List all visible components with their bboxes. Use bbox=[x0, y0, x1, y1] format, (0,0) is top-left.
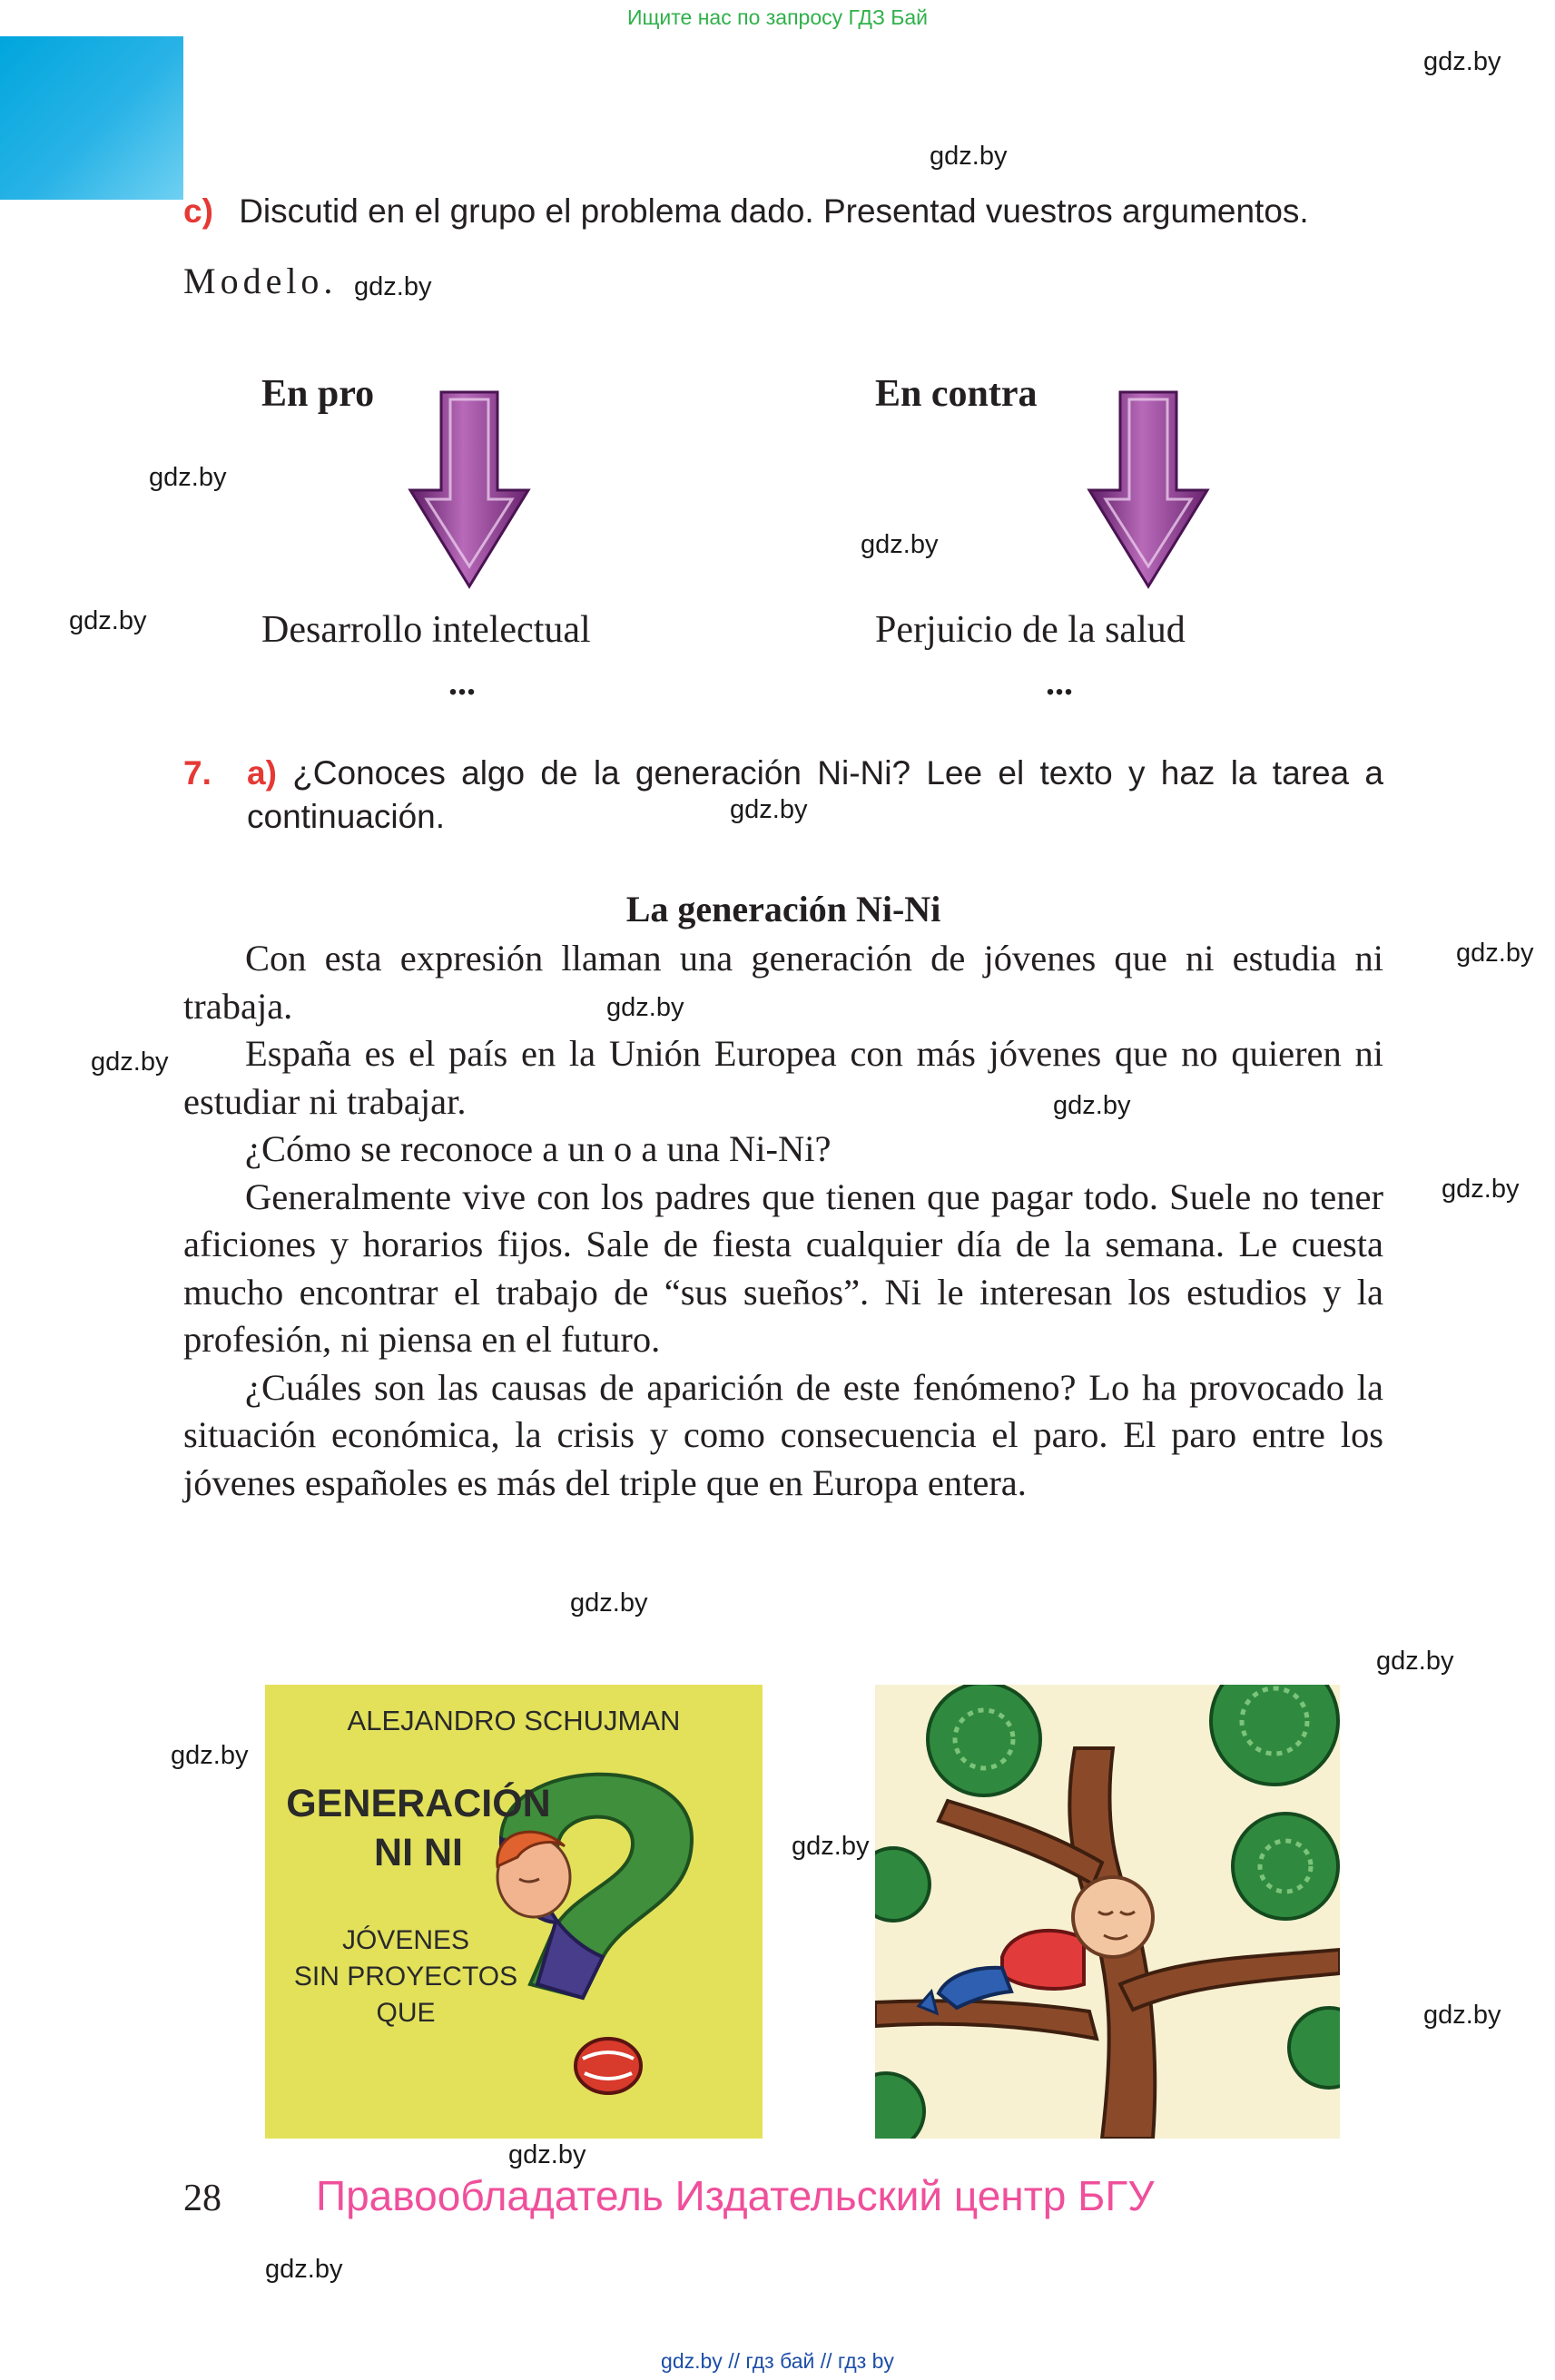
reading-paragraph: ¿Cuáles son las causas de aparición de este fenómeno? Lo ha provocado la situación económica, la crisis y como consecuencia el paro. El paro entre los jóvenes españoles es más del triple que en Europa entera. bbox=[183, 1366, 1383, 1503]
task-c bbox=[183, 192, 1382, 231]
watermark: gdz.by bbox=[730, 795, 808, 824]
watermark: gdz.by bbox=[1423, 47, 1501, 76]
task-c-letter: c) bbox=[183, 192, 213, 230]
contra-item: Perjuicio de la salud bbox=[875, 609, 1186, 651]
reading-paragraph: Con esta expresión llaman una generación de jóvenes que ni estudia ni trabaja. bbox=[183, 938, 1383, 1027]
watermark: gdz.by bbox=[508, 2140, 586, 2169]
reading-paragraph: ¿Cómo se reconoce a un o a una Ni-Ni? bbox=[245, 1128, 832, 1169]
book-author: ALEJANDRO SCHUJMAN bbox=[347, 1705, 681, 1736]
watermark: gdz.by bbox=[354, 272, 432, 301]
watermark: gdz.by bbox=[91, 1047, 169, 1077]
book-cover-illustration bbox=[265, 1685, 763, 2139]
book-title bbox=[278, 1779, 559, 1877]
reading-paragraph: Generalmente vive con los padres que tienen que pagar todo. Suele no tener aficiones y horarios fijos. Sale de fiesta cualquier día de la semana. Le cuesta mucho encontrar el trabajo de “sus sueños”. Ni le interesan los estudios y la profesión, ni piensa en el futuro. bbox=[183, 1175, 1383, 1360]
modelo-label: Modelo. bbox=[183, 261, 338, 301]
task-7-number: 7. bbox=[183, 754, 212, 792]
book-title-line: GENERACIÓN bbox=[286, 1782, 551, 1825]
pro-ellipsis: ... bbox=[448, 662, 476, 703]
watermark: gdz.by bbox=[149, 463, 227, 492]
reading-text bbox=[183, 935, 1383, 1507]
watermark: gdz.by bbox=[1376, 1647, 1454, 1676]
watermark: gdz.by bbox=[861, 530, 939, 559]
watermark: gdz.by bbox=[1456, 939, 1534, 968]
task-c-text: Discutid en el grupo el problema dado. Presentad vuestros argumentos. bbox=[239, 192, 1309, 230]
watermark: gdz.by bbox=[930, 142, 1008, 171]
watermark: gdz.by bbox=[69, 606, 147, 635]
book-subtitle-line: JÓVENES bbox=[341, 1925, 470, 1955]
pro-item: Desarrollo intelectual bbox=[261, 609, 591, 651]
contra-ellipsis: ... bbox=[1046, 662, 1073, 703]
watermark: gdz.by bbox=[1053, 1091, 1131, 1120]
page-number: 28 bbox=[183, 2178, 221, 2219]
corner-color-block bbox=[0, 36, 183, 200]
task-7 bbox=[183, 752, 1383, 839]
footer-links[interactable]: gdz.by // гдз бай // гдз by bbox=[661, 2349, 894, 2373]
watermark: gdz.by bbox=[1442, 1175, 1520, 1204]
pro-down-arrow-icon bbox=[407, 388, 532, 590]
reading-title: La generación Ni-Ni bbox=[625, 889, 941, 929]
contra-down-arrow-icon bbox=[1086, 388, 1211, 590]
watermark: gdz.by bbox=[570, 1588, 648, 1618]
watermark: gdz.by bbox=[265, 2255, 343, 2284]
copyright-notice: Правообладатель Издательский центр БГУ bbox=[316, 2172, 1155, 2219]
book-subtitle bbox=[265, 1923, 546, 2031]
task-7-text: ¿Conoces algo de la generación Ni-Ni? Lee el texto y haz la tarea a continuación. bbox=[247, 754, 1383, 835]
boy-on-tree-illustration bbox=[875, 1685, 1340, 2139]
contra-heading: En contra bbox=[875, 373, 1038, 415]
book-title-line: NI NI bbox=[374, 1831, 463, 1874]
watermark: gdz.by bbox=[171, 1741, 249, 1770]
watermark: gdz.by bbox=[792, 1832, 870, 1861]
watermark: gdz.by bbox=[1423, 2001, 1501, 2030]
question-mark-illustration bbox=[265, 1685, 763, 2139]
top-search-notice: Ищите нас по запросу ГДЗ Бай bbox=[626, 5, 929, 29]
pro-heading: En pro bbox=[261, 373, 375, 415]
tree-icon bbox=[875, 1685, 1340, 2139]
watermark: gdz.by bbox=[606, 993, 684, 1022]
task-7-letter: a) bbox=[247, 754, 277, 792]
reading-paragraph: España es el país en la Unión Europea con más jóvenes que no quieren ni estudiar ni trabajar. bbox=[183, 1033, 1383, 1122]
book-subtitle-line: SIN PROYECTOS QUE bbox=[293, 1962, 518, 2028]
